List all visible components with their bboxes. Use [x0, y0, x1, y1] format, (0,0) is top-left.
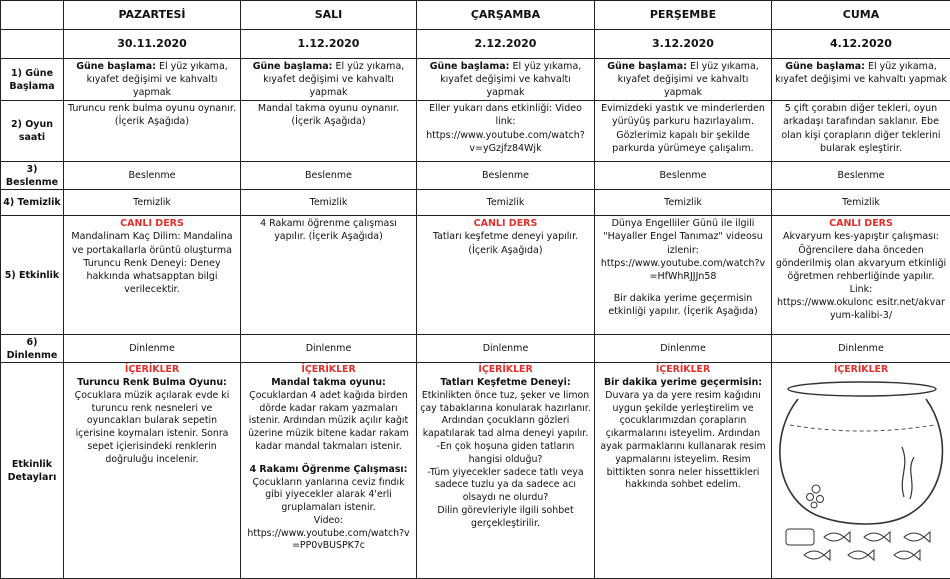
beslenme-cell: Beslenme: [417, 162, 595, 190]
gune-baslama-cell: Güne başlama: El yüz yıkama, kıyafet değişimi ve kahvaltı yapmak: [772, 59, 950, 101]
date-wednesday: 2.12.2020: [417, 30, 595, 59]
temizlik-cell: Temizlik: [417, 190, 595, 216]
date-friday: 4.12.2020: [772, 30, 950, 59]
gune-baslama-cell: Güne başlama: El yüz yıkama, kıyafet değişimi ve kahvaltı yapmak: [241, 59, 417, 101]
canli-ders-badge: CANLI DERS: [775, 217, 947, 230]
icerikler-heading: İÇERİKLER: [598, 364, 768, 377]
oyun-wednesday: Eller yukarı dans etkinliği: Video link: https://www.youtube.com/watch?v=yGzjfz84Wjk: [417, 101, 595, 162]
day-wednesday: ÇARŞAMBA: [417, 1, 595, 30]
fishbowl-worksheet-image: [776, 377, 946, 567]
row-label-detaylar: Etkinlik Detayları: [1, 363, 64, 579]
row-label-oyun-saati: 2) Oyun saati: [1, 101, 64, 162]
oyun-monday: Turuncu renk bulma oyunu oynanır. (İçerik Aşağıda): [64, 101, 241, 162]
etkinlik-friday: CANLI DERS Akvaryum kes-yapıştır çalışması: Öğrencilere daha önceden gönderilmiş olan akvaryum etkinliği öğretmen rehberliğinde yapılır. Link: https://www.okulonc esitr.net/akvaryum-kalibi-3/: [772, 216, 950, 335]
akvaryum-link[interactable]: https://www.okulonc esitr.net/akvaryum-kalibi-3/: [775, 296, 947, 322]
dinlenme-cell: Dinlenme: [595, 335, 772, 363]
beslenme-cell: Beslenme: [772, 162, 950, 190]
temizlik-cell: Temizlik: [241, 190, 417, 216]
etkinlik-tuesday: 4 Rakamı öğrenme çalışması yapılır. (İçerik Aşağıda): [241, 216, 417, 335]
canli-ders-badge: CANLI DERS: [67, 217, 237, 230]
row-label-dinlenme: 6) Dinlenme: [1, 335, 64, 363]
icerikler-heading: İÇERİKLER: [244, 364, 413, 377]
row-label-beslenme: 3) Beslenme: [1, 162, 64, 190]
beslenme-cell: Beslenme: [241, 162, 417, 190]
date-thursday: 3.12.2020: [595, 30, 772, 59]
detay-friday: [772, 363, 950, 579]
detay-wednesday: İÇERİKLER Tatları Keşfetme Deneyi: Etkinlikten önce tuz, şeker ve limon çay tabaklarına konularak hazırlanır. Ardından çocukların gözleri kapatılarak tad alma deneyi yapılır. -En çok hoşuna giden tatların hangisi olduğu? -Tüm yiyecekler sadece tatlı veya sadece tuzlu ya da sadece acı olsaydı ne olurdu? Dilin görevleriyle ilgili sohbet gerçekleştirilir.: [417, 363, 595, 579]
day-monday: PAZARTESİ: [64, 1, 241, 30]
dinlenme-cell: Dinlenme: [64, 335, 241, 363]
row-label-gune-baslama: 1) Güne Başlama: [1, 59, 64, 101]
date-corner: [1, 30, 64, 59]
row-label-temizlik: 4) Temizlik: [1, 190, 64, 216]
icerikler-heading: İÇERİKLER: [67, 364, 237, 377]
etkinlik-wednesday: CANLI DERS Tatları keşfetme deneyi yapılır. (İçerik Aşağıda): [417, 216, 595, 335]
date-monday: 30.11.2020: [64, 30, 241, 59]
video-link[interactable]: https://www.youtube.com/watch?v=PP0vBUSPK7c: [244, 528, 413, 554]
beslenme-cell: Beslenme: [64, 162, 241, 190]
day-friday: CUMA: [772, 1, 950, 30]
etkinlik-monday: CANLI DERS Mandalinam Kaç Dilim: Mandalina ve portakallarla örüntü oluşturma Turuncu Renk Deneyi: Deney hakkında whatsapptan bilgi verilecektir.: [64, 216, 241, 335]
dinlenme-cell: Dinlenme: [241, 335, 417, 363]
dinlenme-cell: Dinlenme: [772, 335, 950, 363]
etkinlik-thursday: Dünya Engelliler Günü ile ilgili "Hayaller Engel Tanımaz" videosu izlenir: https://www.youtube.com/watch?v=HfWhRJJJn58 Bir dakika yerime geçermisin etkinliği yapılır. (İçerik Aşağıda): [595, 216, 772, 335]
gune-baslama-cell: Güne başlama: El yüz yıkama, kıyafet değişimi ve kahvaltı yapmak: [595, 59, 772, 101]
temizlik-cell: Temizlik: [595, 190, 772, 216]
oyun-thursday: Evimizdeki yastık ve minderlerden yürüyüş parkuru hazırlayalım. Gözlerimiz kapalı bir şekilde parkurda yürümeye çalışalım.: [595, 101, 772, 162]
day-thursday: PERŞEMBE: [595, 1, 772, 30]
icerikler-heading: İÇERİKLER: [775, 364, 947, 377]
canli-ders-badge: CANLI DERS: [420, 217, 591, 230]
temizlik-cell: Temizlik: [772, 190, 950, 216]
beslenme-cell: Beslenme: [595, 162, 772, 190]
detay-monday: İÇERİKLER Turuncu Renk Bulma Oyunu: Çocuklara müzik açılarak evde ki turuncu renk nesneleri ve oyuncakları bularak sepetin içerisine koymaları istenir. Sonra sepet içierisindeki renklerin doğruluğu incelenir.: [64, 363, 241, 579]
row-label-etkinlik: 5) Etkinlik: [1, 216, 64, 335]
dinlenme-cell: Dinlenme: [417, 335, 595, 363]
corner-cell: [1, 1, 64, 30]
detay-tuesday: İÇERİKLER Mandal takma oyunu: Çocuklardan 4 adet kağıda birden dörde kadar rakam yazmaları istenir. Ardından müzik açılır kağıt üzerine müzik bitene kadar rakam kadar mandal takmaları istenir. 4 Rakamı Öğrenme Çalışması: Çocukların yanlarına ceviz fındık gibi yiyecekler alarak 4'erli gruplamaları istenir. Video: https://www.youtube.com/watch?v=PP0vBUSPK7c: [241, 363, 417, 579]
day-tuesday: SALI: [241, 1, 417, 30]
video-link[interactable]: https://www.youtube.com/watch?v=HfWhRJJJn58: [598, 257, 768, 283]
oyun-friday: 5 çift çorabın diğer tekleri, oyun arkadaşı tarafından saklanır. Ebe olan kişi çorapların diğer teklerini bularak eşleştirir.: [772, 101, 950, 162]
temizlik-cell: Temizlik: [64, 190, 241, 216]
gune-baslama-cell: Güne başlama: El yüz yıkama, kıyafet değişimi ve kahvaltı yapmak: [64, 59, 241, 101]
detay-thursday: İÇERİKLER Bir dakika yerime geçermisin: Duvara ya da yere resim kağıdını uygun şekilde yerleştirelim ve çocuklarımızdan çorapların çıkarmalarını isteyelim. Ardından ayak parmaklarını kullanarak resim yapmalarını isteyelim. Resim bittikten sonra neler hissettikleri hakkında sohbet edelim.: [595, 363, 772, 579]
oyun-tuesday: Mandal takma oyunu oynanır. (İçerik Aşağıda): [241, 101, 417, 162]
gune-baslama-cell: Güne başlama: El yüz yıkama, kıyafet değişimi ve kahvaltı yapmak: [417, 59, 595, 101]
icerikler-heading: İÇERİKLER: [420, 364, 591, 377]
date-tuesday: 1.12.2020: [241, 30, 417, 59]
